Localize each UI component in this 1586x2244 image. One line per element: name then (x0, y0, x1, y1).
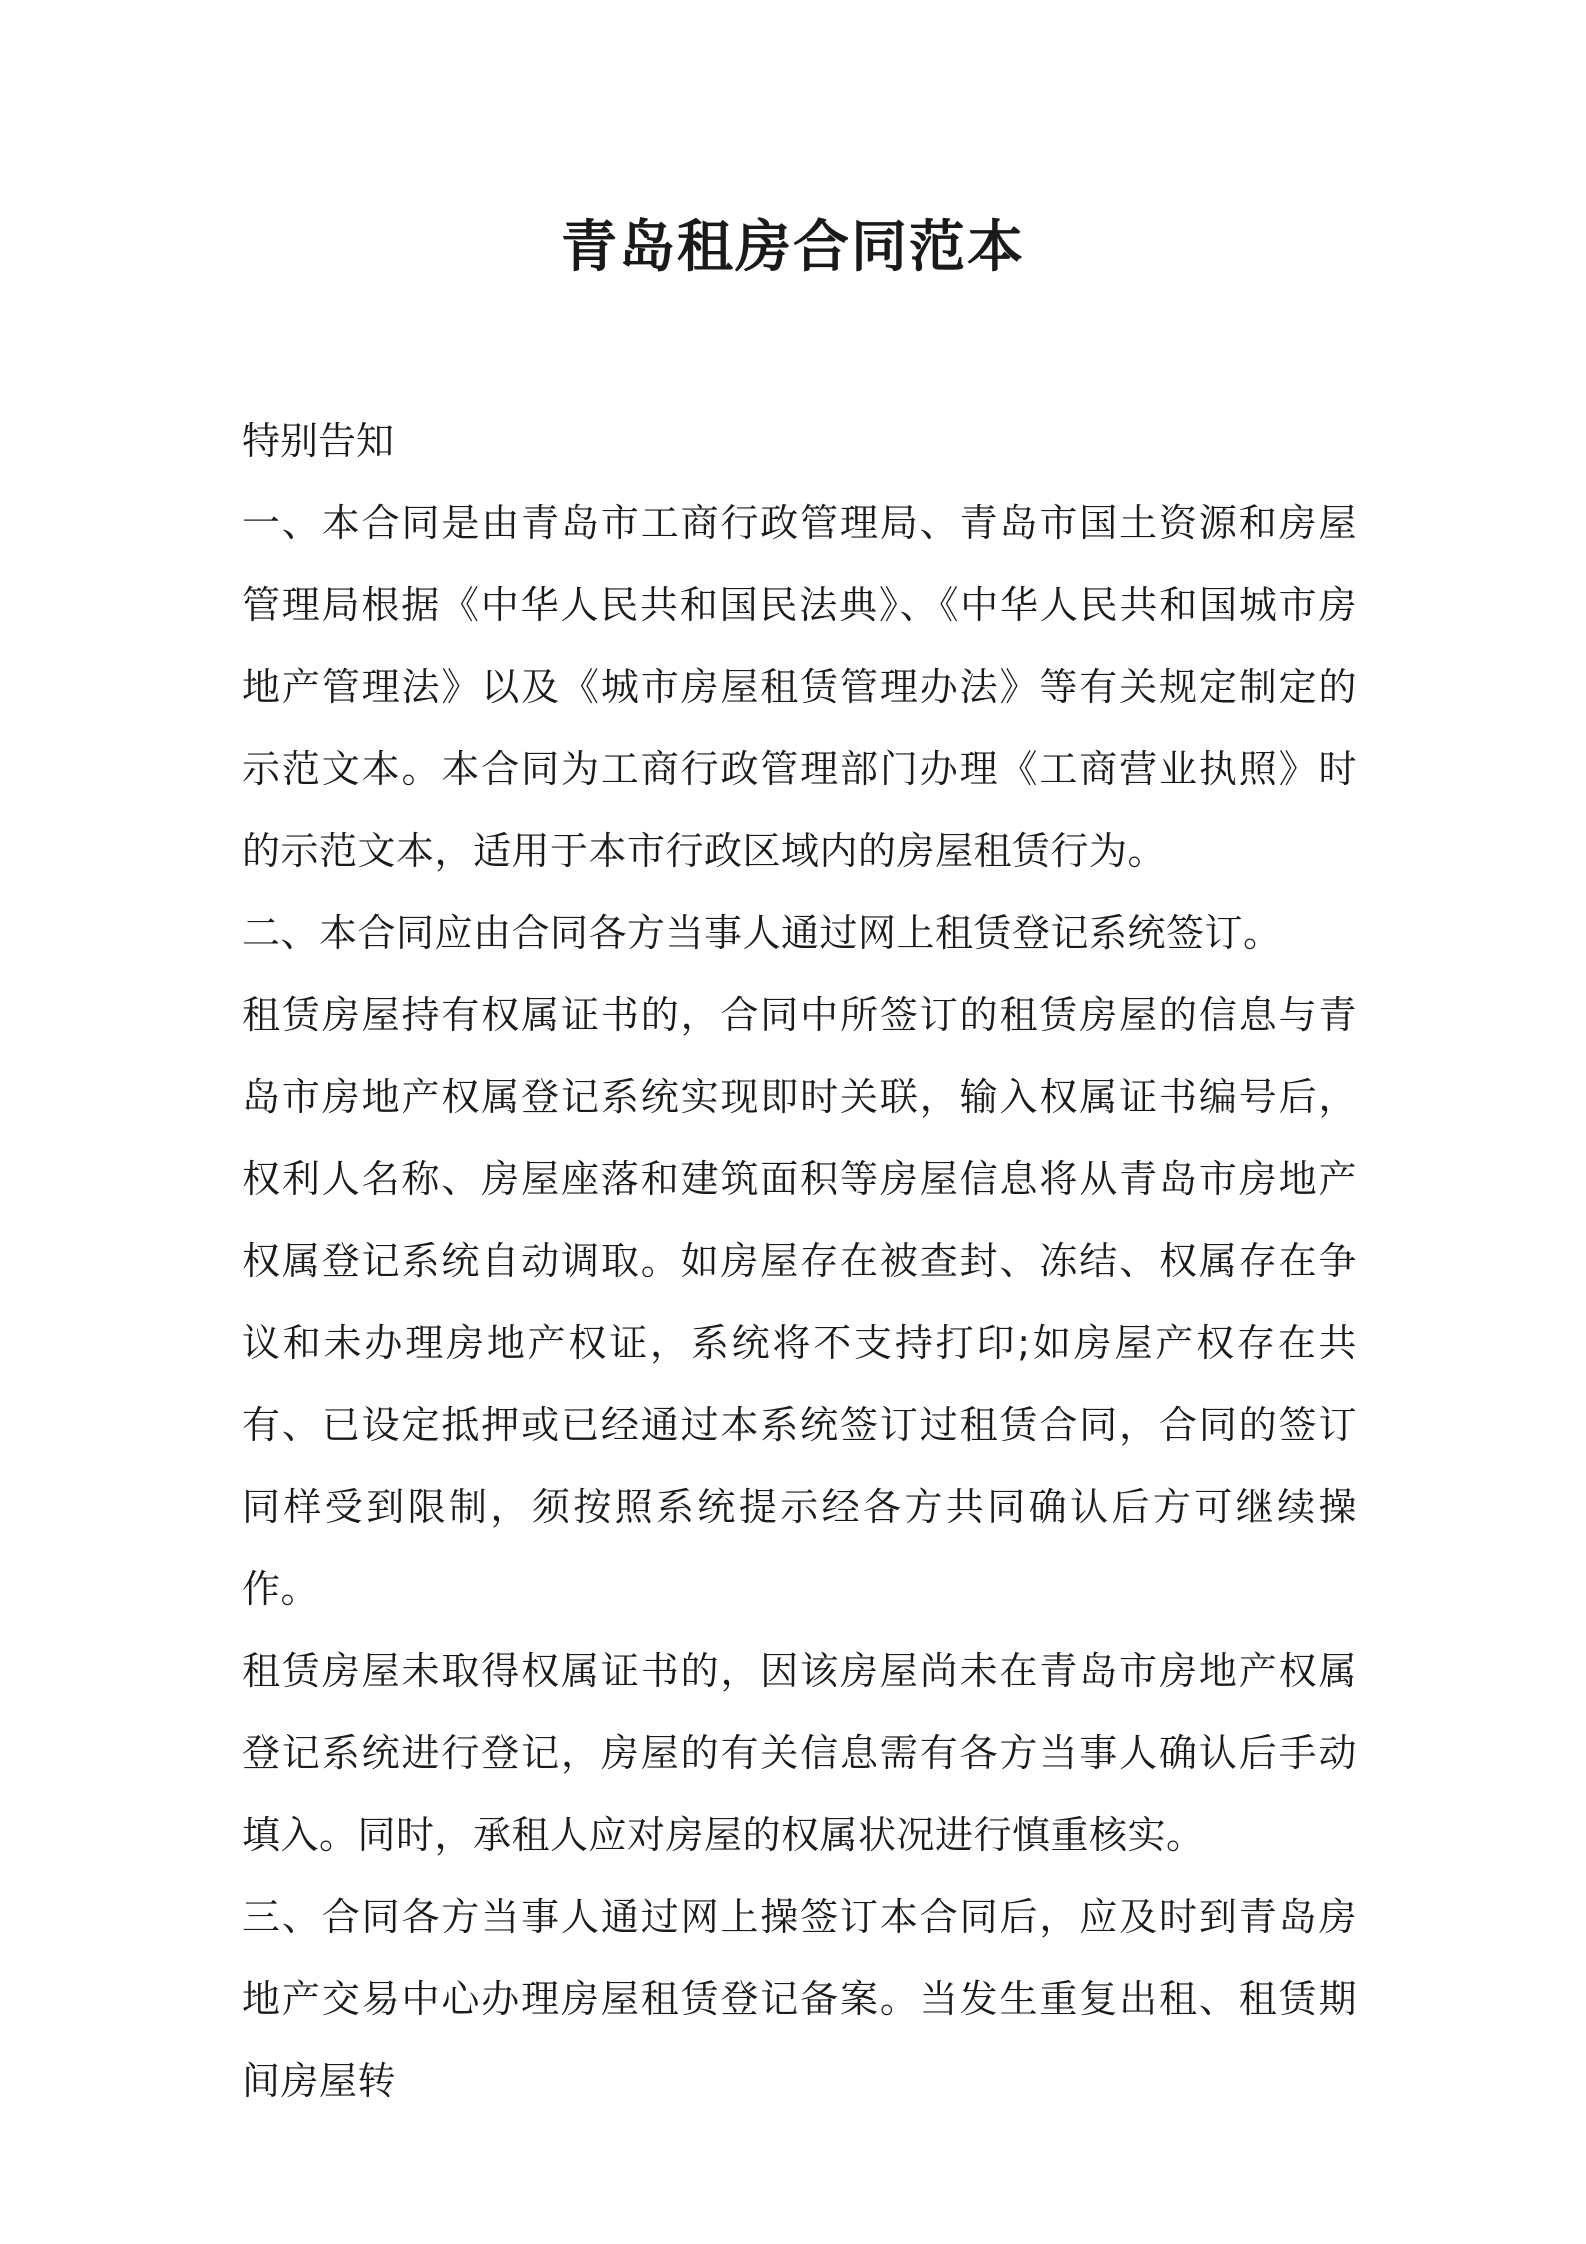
document-body (242, 400, 1357, 2122)
clause-two: 二、本合同应由合同各方当事人通过网上租赁登记系统签订。 (242, 911, 1282, 955)
clause-one: 一、本合同是由青岛市工商行政管理局、青岛市国土资源和房屋管理局根据《中华人民共和国民法典》、《中华人民共和国城市房地产管理法》以及《城市房屋租赁管理办法》等有关规定制定的示范文本。本合同为工商行政管理部门办理《工商营业执照》时的示范文本，适用于本市行政区域内的房屋租赁行为。 (242, 501, 1357, 873)
clause-two-certified: 租赁房屋持有权属证书的，合同中所签订的租赁房屋的信息与青岛市房地产权属登记系统实现即时关联，输入权属证书编号后，权利人名称、房屋座落和建筑面积等房屋信息将从青岛市房地产权属登记系统自动调取。如房屋存在被查封、冻结、权属存在争议和未办理房地产权证，系统将不支持打印;如房屋产权存在共有、已设定抵押或已经通过本系统签订过租赁合同，合同的签订同样受到限制，须按照系统提示经各方共同确认后方可继续操作。 (242, 993, 1357, 1611)
clause-two-uncertified: 租赁房屋未取得权属证书的，因该房屋尚未在青岛市房地产权属登记系统进行登记，房屋的有关信息需有各方当事人确认后手动填入。同时，承租人应对房屋的权属状况进行慎重核实。 (242, 1649, 1357, 1857)
document-title: 青岛租房合同范本 (561, 215, 1025, 280)
clause-three: 三、合同各方当事人通过网上操签订本合同后，应及时到青岛房地产交易中心办理房屋租赁登记备案。当发生重复出租、租赁期间房屋转 (242, 1895, 1357, 2103)
notice-heading: 特别告知 (242, 419, 395, 463)
